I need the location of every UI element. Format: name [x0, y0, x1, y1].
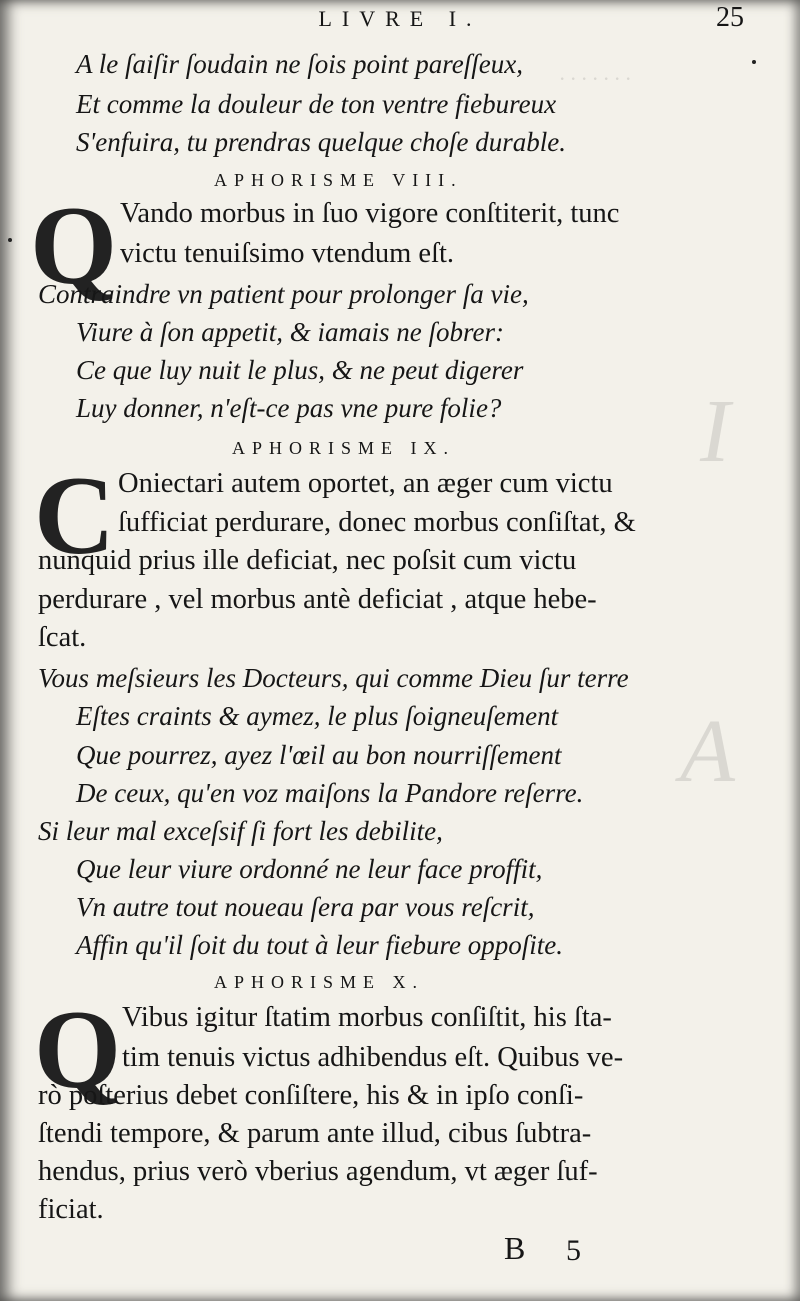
verse-line: S'enfuira, tu prendras quelque choſe durable. [76, 127, 566, 157]
verse-line: Vn autre tout noueau ſera par vous reſcrit, [76, 892, 535, 922]
verse-line: Viure à ſon appetit, & iamais ne ſobrer: [76, 317, 504, 347]
ink-speck [752, 60, 756, 64]
latin-line: Oniectari autem oportet, an æger cum victu [118, 468, 613, 499]
latin-line: ſtendi tempore, & parum ante illud, cibus ſubtra- [38, 1118, 592, 1149]
drop-capital: Q [30, 184, 118, 308]
page-number: 25 [716, 2, 744, 33]
verse-line: Que leur viure ordonné ne leur face proffit, [76, 854, 543, 884]
latin-line: tim tenuis victus adhibendus eſt. Quibus ve- [122, 1042, 624, 1073]
verse-line: A le ſaiſir ſoudain ne ſois point pareſſeux, [76, 49, 523, 79]
verse-line: Si leur mal exceſsif ſi fort les debilite, [38, 816, 443, 846]
aphorism-heading: APHORISME VIII. [214, 170, 463, 190]
running-head: LIVRE I. [318, 6, 482, 31]
latin-line: perdurare , vel morbus antè deficiat , atque hebe- [38, 584, 597, 615]
verse-line: Vous meſsieurs les Docteurs, qui comme Dieu ſur terre [38, 663, 629, 693]
ink-speck [8, 238, 12, 242]
verse-line: Luy donner, n'eſt-ce pas vne pure folie? [76, 393, 502, 423]
latin-line: ſufficiat perdurare, donec morbus conſiſtat, & [118, 507, 636, 538]
verse-line: Contraindre vn patient pour prolonger ſa vie, [38, 279, 529, 309]
show-through-capital: I [700, 382, 730, 481]
latin-line: ficiat. [38, 1194, 104, 1225]
signature-mark: B [504, 1230, 526, 1266]
latin-line: victu tenuiſsimo vtendum eſt. [120, 238, 455, 269]
signature-number: 5 [566, 1234, 581, 1267]
verse-line: Que pourrez, ayez l'œil au bon nourriſſement [76, 740, 562, 770]
verse-line: Eſtes craints & aymez, le plus ſoigneuſement [76, 701, 559, 731]
latin-line: ſcat. [38, 622, 87, 653]
latin-line: hendus, prius verò vberius agendum, vt æger ſuf- [38, 1156, 598, 1187]
latin-line: Vando morbus in ſuo vigore conſtiterit, tunc [120, 198, 620, 229]
drop-capital: C [34, 454, 115, 578]
latin-line: rò poſterius debet conſiſtere, his & in ipſo conſi- [38, 1080, 584, 1111]
aphorism-heading: APHORISME IX. [232, 438, 456, 458]
show-through-capital-2: A [680, 702, 735, 801]
verse-line: Et comme la douleur de ton ventre fiebureux [76, 89, 557, 119]
drop-capital: Q [34, 988, 122, 1112]
latin-line: nunquid prius ille deficiat, nec poſsit cum victu [38, 545, 577, 576]
aphorism-heading: APHORISME X. [214, 972, 425, 992]
verse-line: De ceux, qu'en voz maiſons la Pandore reſerre. [76, 778, 584, 808]
latin-line: Vibus igitur ſtatim morbus conſiſtit, his ſta- [122, 1002, 612, 1033]
verse-line: Affin qu'il ſoit du tout à leur fiebure oppoſite. [76, 930, 563, 960]
verse-line: Ce que luy nuit le plus, & ne peut digerer [76, 355, 524, 385]
show-through: . . . . . . . [560, 60, 632, 85]
